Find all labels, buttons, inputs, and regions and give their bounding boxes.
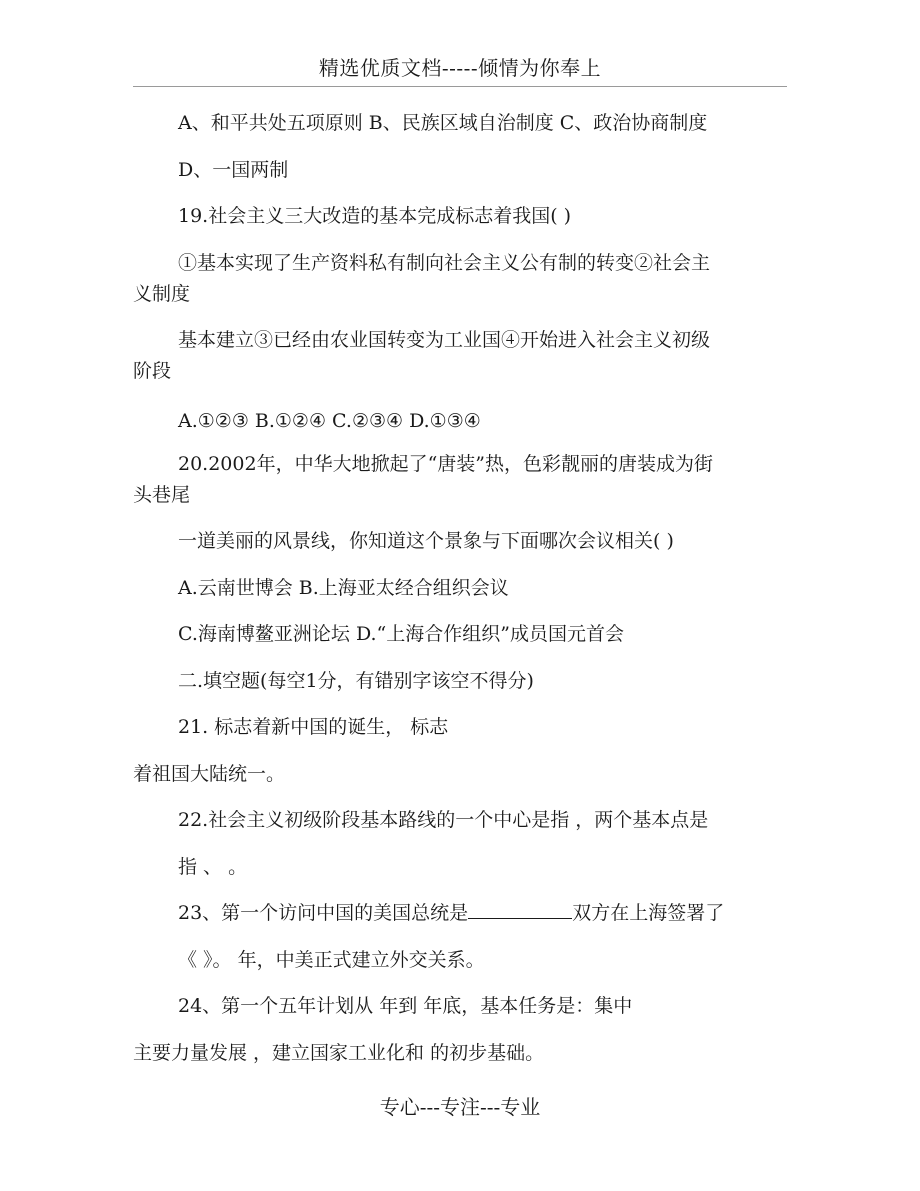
q19-statement-line1: ①基本实现了生产资料私有制向社会主义公有制的转变②社会主	[178, 252, 711, 274]
q22-line2: 指 、 。	[178, 856, 248, 878]
q20-options-line1: A.云南世博会 B.上海亚太经合组织会议	[178, 577, 509, 599]
q19-statement-line4: 阶段	[133, 360, 172, 382]
q20-stem-line3: 一道美丽的风景线，你知道这个景象与下面哪次会议相关( )	[178, 530, 674, 552]
q23-line1	[178, 900, 724, 926]
q23-text-a: 23、第一个访问中国的美国总统是	[178, 902, 469, 924]
q24-line1: 24、第一个五年计划从 年到 年底，基本任务是：集中	[178, 995, 633, 1017]
page-header: 精选优质文档-----倾情为你奉上	[318, 56, 602, 80]
section-two-heading: 二.填空题(每空1分，有错别字该空不得分)	[178, 670, 534, 692]
q18-options-line1: A、和平共处五项原则 B、民族区域自治制度 C、政治协商制度	[178, 112, 708, 134]
q20-stem-line2: 头巷尾	[133, 484, 191, 506]
q20-options-line2: C.海南博鳌亚洲论坛 D.“上海合作组织”成员国元首会	[178, 623, 624, 645]
q20-stem-line1: 20.2002年，中华大地掀起了“唐装”热，色彩靓丽的唐装成为街	[178, 453, 713, 475]
q24-line2: 主要力量发展 ，建立国家工业化和 的初步基础。	[133, 1042, 545, 1064]
q18-options-line2: D、一国两制	[178, 159, 289, 181]
q23-text-b: 双方在上海签署了	[572, 902, 725, 924]
page-footer: 专心---专注---专业	[379, 1095, 541, 1119]
q19-options: A.①②③ B.①②④ C.②③④ D.①③④	[178, 410, 481, 432]
q19-statement-line2: 义制度	[133, 283, 191, 305]
header-divider	[133, 86, 787, 87]
q23-line2: 《 》。 年，中美正式建立外交关系。	[178, 949, 485, 971]
q19-statement-line3: 基本建立③已经由农业国转变为工业国④开始进入社会主义初级	[178, 329, 711, 351]
q22-line1: 22.社会主义初级阶段基本路线的一个中心是指 ，两个基本点是	[178, 809, 709, 831]
q21-line2: 着祖国大陆统一。	[133, 763, 286, 785]
q19-stem: 19.社会主义三大改造的基本完成标志着我国( )	[178, 205, 572, 227]
q21-line1: 21. 标志着新中国的诞生， 标志	[178, 716, 449, 738]
answer-blank	[468, 900, 572, 919]
